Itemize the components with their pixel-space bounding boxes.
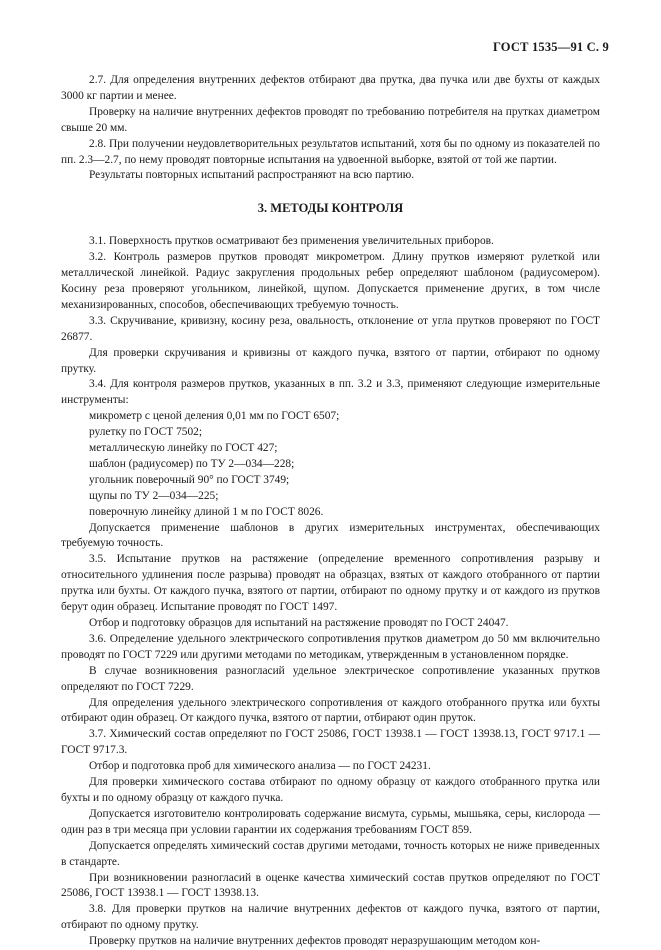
paragraph: Для проверки скручивания и кривизны от каждого пучка, взятого от партии, отбирают по одному прутку. bbox=[61, 346, 600, 375]
paragraph: Проверку прутков на наличие внутренних дефектов проводят неразрушающим методом кон- bbox=[89, 935, 541, 948]
paragraph: Для проверки химического состава отбирают по одному образцу от каждого отобранного прутка или бухты и по одному образцу от каждого пучка. bbox=[61, 776, 600, 804]
paragraph: 3.4. Для контроля размеров прутков, указанных в пп. 3.2 и 3.3, применяют следующие измерительные инструменты: bbox=[61, 378, 600, 407]
paragraph: Для определения удельного электрического сопротивления от каждого отобранного прутка или бухты отбирают один образец. От каждого пучка, взятого от партии, отбирают один пруток. bbox=[61, 696, 600, 725]
instrument-item: угольник поверочный 90° по ГОСТ 3749; bbox=[89, 473, 290, 486]
paragraph: При возникновении разногласий в оценке качества химический состав прутков определяют по ГОСТ 25086, ГОСТ 13938.1 — ГОСТ 13938.13. bbox=[61, 871, 600, 900]
paragraph: Отбор и подготовку образцов для испытаний на растяжение проводят по ГОСТ 24047. bbox=[89, 617, 509, 629]
paragraph: 3.1. Поверхность прутков осматривают без применения увеличительных приборов. bbox=[89, 235, 494, 248]
instrument-item: рулетку по ГОСТ 7502; bbox=[89, 426, 203, 439]
page-header: ГОСТ 1535—91 С. 9 bbox=[492, 40, 609, 54]
paragraph: Допускается изготовителю контролировать содержание висмута, сурьмы, мышьяка, серы, кислорода — один раз в три месяца при условии гарантии их содержания требованиям ГОСТ 859. bbox=[61, 807, 600, 836]
instrument-item: щупы по ТУ 2—034—225; bbox=[89, 489, 219, 502]
paragraph: Результаты повторных испытаний распространяют на всю партию. bbox=[89, 169, 415, 182]
paragraph: Допускается применение шаблонов в других измерительных инструментах, обеспечивающих требуемую точность. bbox=[61, 521, 600, 550]
instrument-item: металлическую линейку по ГОСТ 427; bbox=[89, 442, 278, 455]
document-body bbox=[61, 73, 600, 950]
instrument-item: шаблон (радиусомер) по ТУ 2—034—228; bbox=[89, 457, 295, 470]
paragraph: Проверку на наличие внутренних дефектов проводят по требованию потребителя на прутках диаметром свыше 20 мм. bbox=[61, 105, 600, 134]
paragraph: 3.7. Химический состав определяют по ГОСТ 25086, ГОСТ 13938.1 — ГОСТ 13938.13, ГОСТ 9717.1 — ГОСТ 9717.3. bbox=[61, 728, 600, 757]
instrument-item: микрометр с ценой деления 0,01 мм по ГОСТ 6507; bbox=[89, 410, 340, 423]
paragraph: 3.2. Контроль размеров прутков проводят микрометром. Длину прутков измеряют рулеткой или металлической линейкой. Радиус закругления продольных ребер определяют шаблоном (радиусомером). Косину реза проверяют угольником, линейкой, щупом. Допускается применение других, в том числе механизированных, способов, обеспечивающих требуемую точность. bbox=[61, 251, 600, 311]
paragraph: 2.8. При получении неудовлетворительных результатов испытаний, хотя бы по одному из показателей по пп. 2.3—2.7, по нему проводят повторные испытания на удвоенной выборке, взятой от той же партии. bbox=[61, 137, 600, 166]
paragraph: 3.3. Скручивание, кривизну, косину реза, овальность, отклонение от угла прутков проверяют по ГОСТ 26877. bbox=[61, 314, 600, 343]
paragraph: Допускается определять химический состав другими методами, точность которых не ниже приведенных в стандарте. bbox=[61, 839, 600, 868]
paragraph: Отбор и подготовка проб для химического анализа — по ГОСТ 24231. bbox=[89, 760, 431, 773]
paragraph: В случае возникновения разногласий удельное электрическое сопротивление указанных прутков определяют по ГОСТ 7229. bbox=[61, 664, 600, 693]
paragraph: 3.5. Испытание прутков на растяжение (определение временного сопротивления разрыву и относительного удлинения после разрыва) проводят на образцах, взятых от каждого отобранного от партии прутка или бухты. От каждого пучка, взятого от партии, отбирают по одному прутку и от каждого из прутков берут один образец. Испытание проводят по ГОСТ 1497. bbox=[61, 553, 600, 614]
paragraph: 2.7. Для определения внутренних дефектов отбирают два прутка, два пучка или две бухты от каждых 3000 кг партии и менее. bbox=[61, 74, 600, 102]
instrument-item: поверочную линейку длиной 1 м по ГОСТ 8026. bbox=[89, 505, 324, 518]
section-title: 3. МЕТОДЫ КОНТРОЛЯ bbox=[257, 201, 404, 216]
paragraph: 3.6. Определение удельного электрического сопротивления прутков диаметром до 50 мм включительно проводят по ГОСТ 7229 или другими методами по методикам, утвержденным в установленном порядке. bbox=[61, 632, 600, 661]
paragraph: 3.8. Для проверки прутков на наличие внутренних дефектов от каждого пучка, взятого от партии, отбирают по одному прутку. bbox=[61, 903, 600, 932]
